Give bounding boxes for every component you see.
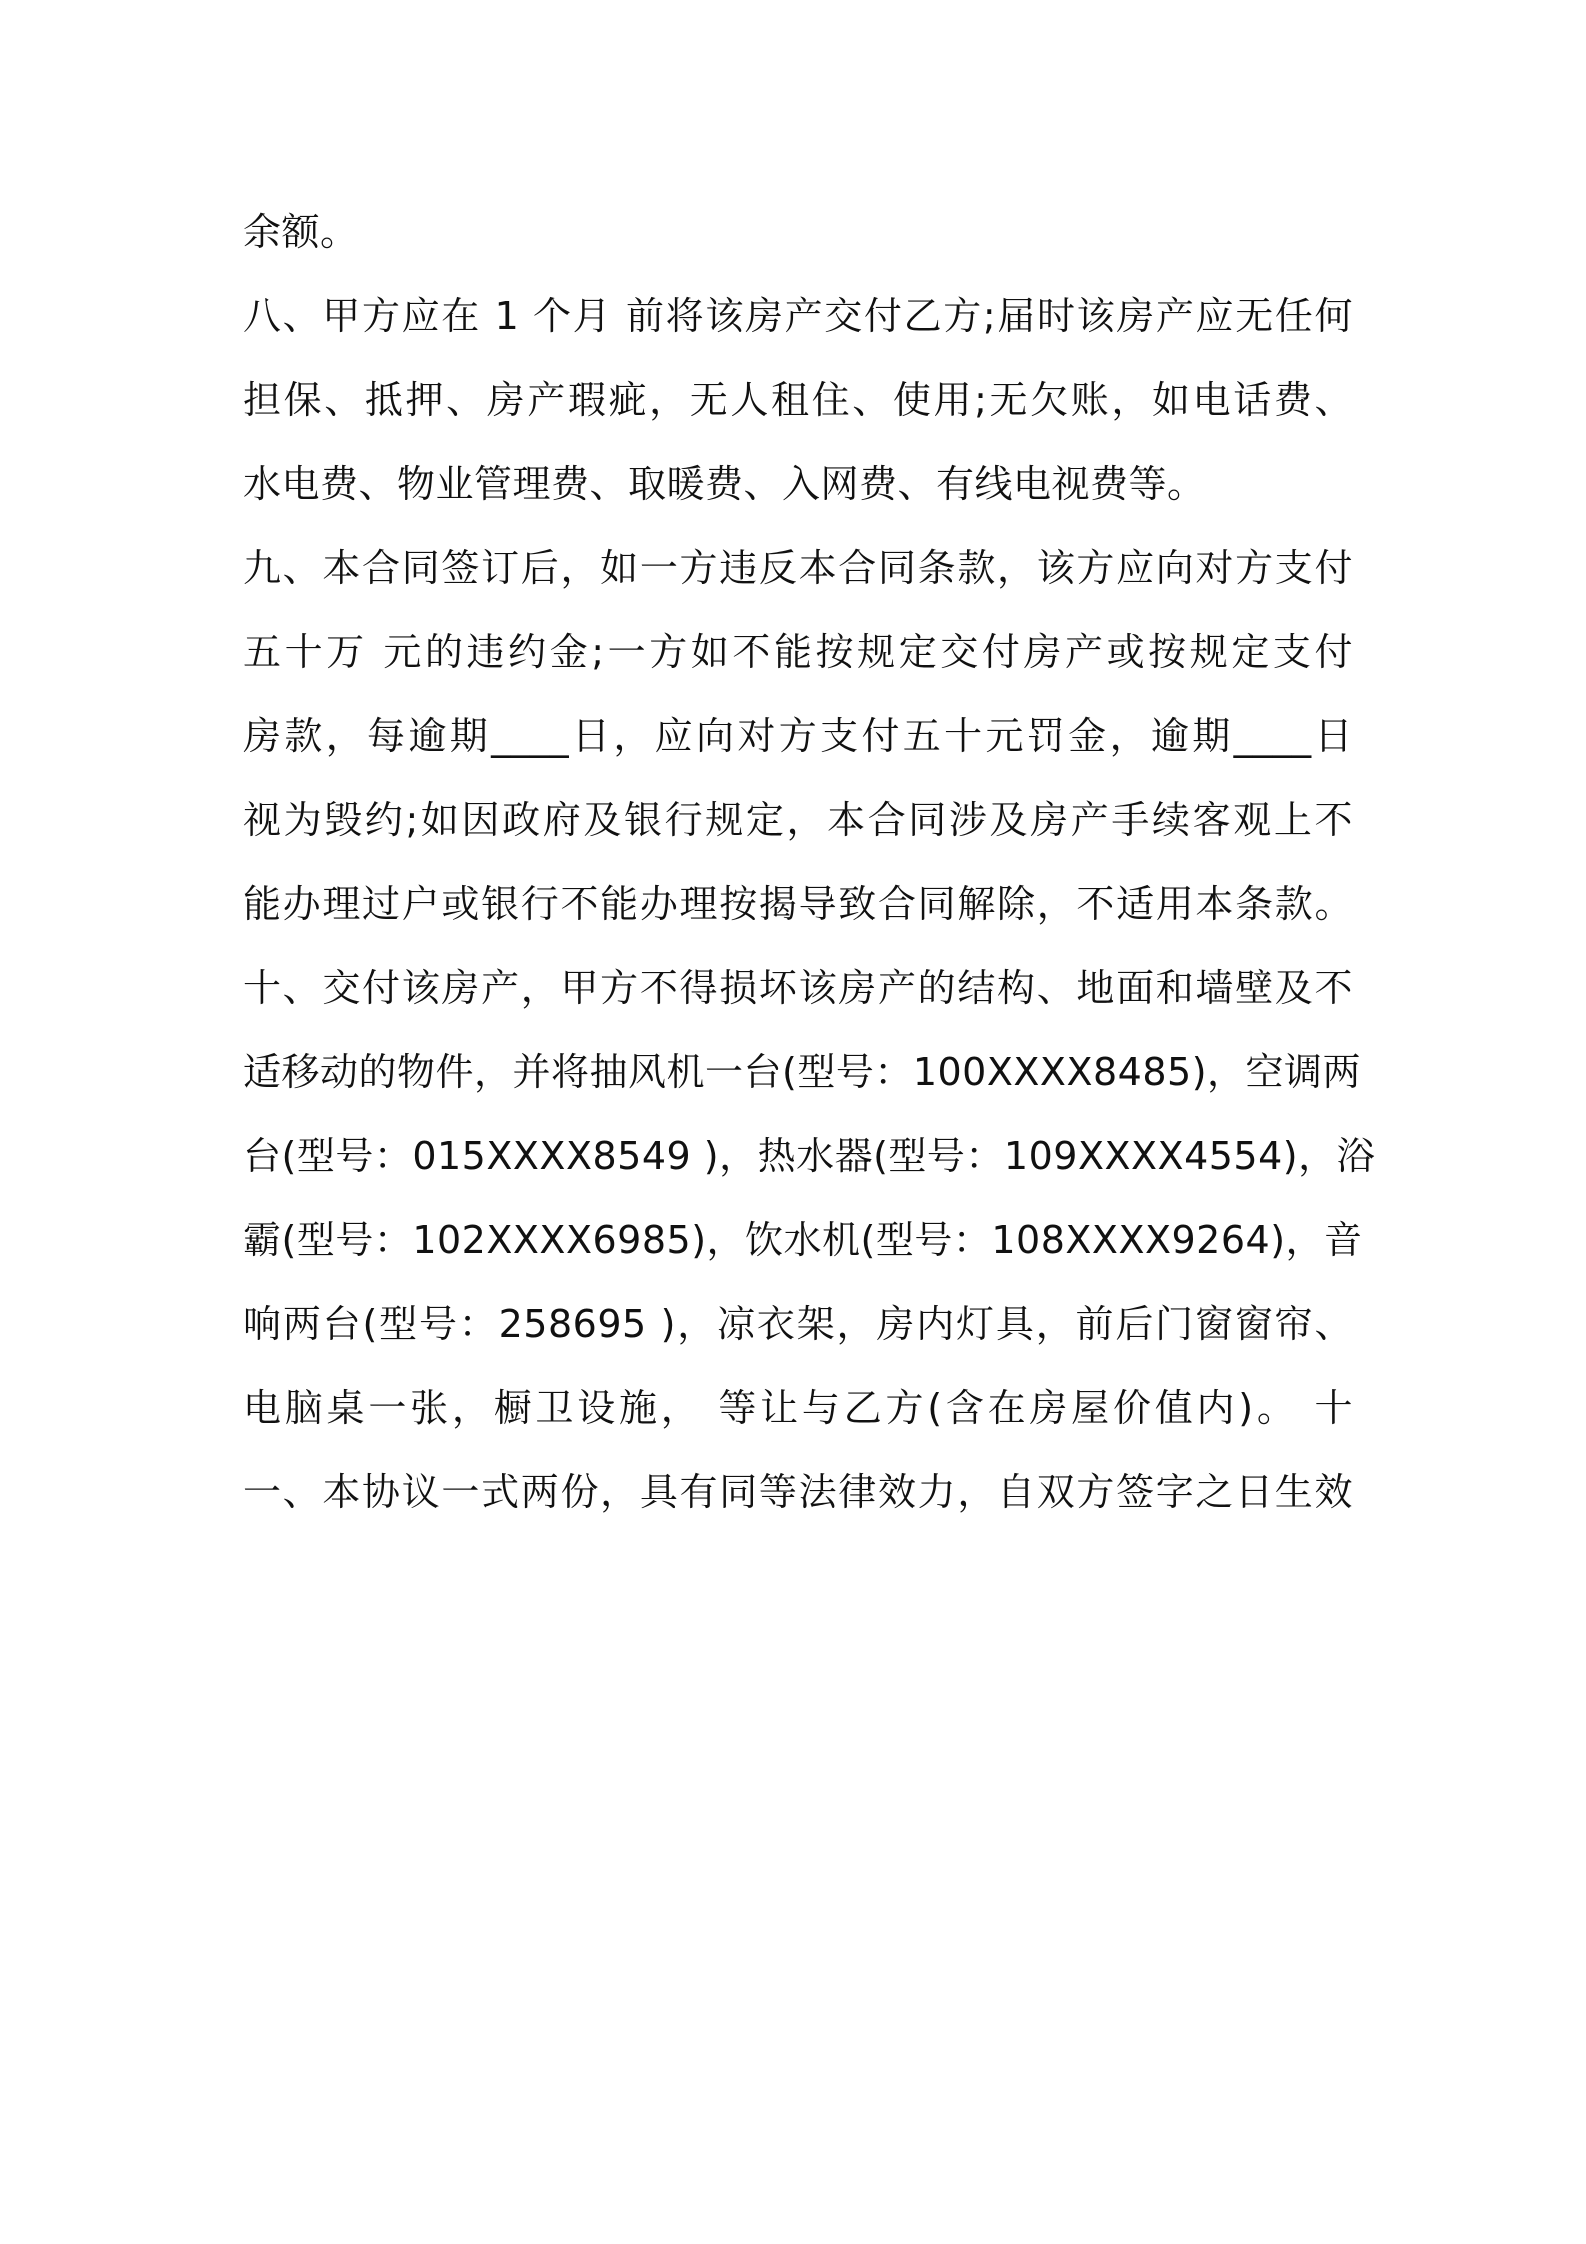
text-line: 电脑桌一张，橱卫设施， 等让与乙方(含在房屋价值内)。 十 bbox=[243, 1386, 1353, 1430]
text-line: 一、本协议一式两份，具有同等法律效力，自双方签字之日生效 bbox=[243, 1470, 1353, 1514]
text-line: 十、交付该房产，甲方不得损坏该房产的结构、地面和墙壁及不 bbox=[243, 966, 1353, 1010]
text-line: 九、本合同签订后，如一方违反本合同条款，该方应向对方支付 bbox=[243, 546, 1353, 590]
text-line: 水电费、物业管理费、取暖费、入网费、有线电视费等。 bbox=[243, 462, 1206, 506]
text-line: 担保、抵押、房产瑕疵，无人租住、使用;无欠账，如电话费、 bbox=[243, 378, 1353, 422]
document-body bbox=[243, 190, 1376, 1534]
text-line: 能办理过户或银行不能办理按揭导致合同解除，不适用本条款。 bbox=[243, 882, 1353, 926]
text-line: 余额。 bbox=[243, 210, 359, 254]
text-line: 视为毁约;如因政府及银行规定，本合同涉及房产手续客观上不 bbox=[243, 798, 1353, 842]
text-line: 响两台(型号：258695 )，凉衣架，房内灯具，前后门窗窗帘、 bbox=[243, 1302, 1353, 1346]
text-line: 台(型号：015XXXX8549 )，热水器(型号：109XXXX4554)，浴 bbox=[243, 1134, 1376, 1178]
text-line: 霸(型号：102XXXX6985)，饮水机(型号：108XXXX9264)，音 bbox=[243, 1218, 1363, 1262]
text-line: 八、甲方应在 1 个月 前将该房产交付乙方;届时该房产应无任何 bbox=[243, 294, 1353, 338]
text-line: 适移动的物件，并将抽风机一台(型号：100XXXX8485)，空调两 bbox=[243, 1050, 1362, 1094]
text-line: 五十万 元的违约金;一方如不能按规定交付房产或按规定支付 bbox=[243, 630, 1353, 674]
text-line: 房款，每逾期____日，应向对方支付五十元罚金，逾期____日 bbox=[243, 714, 1353, 758]
